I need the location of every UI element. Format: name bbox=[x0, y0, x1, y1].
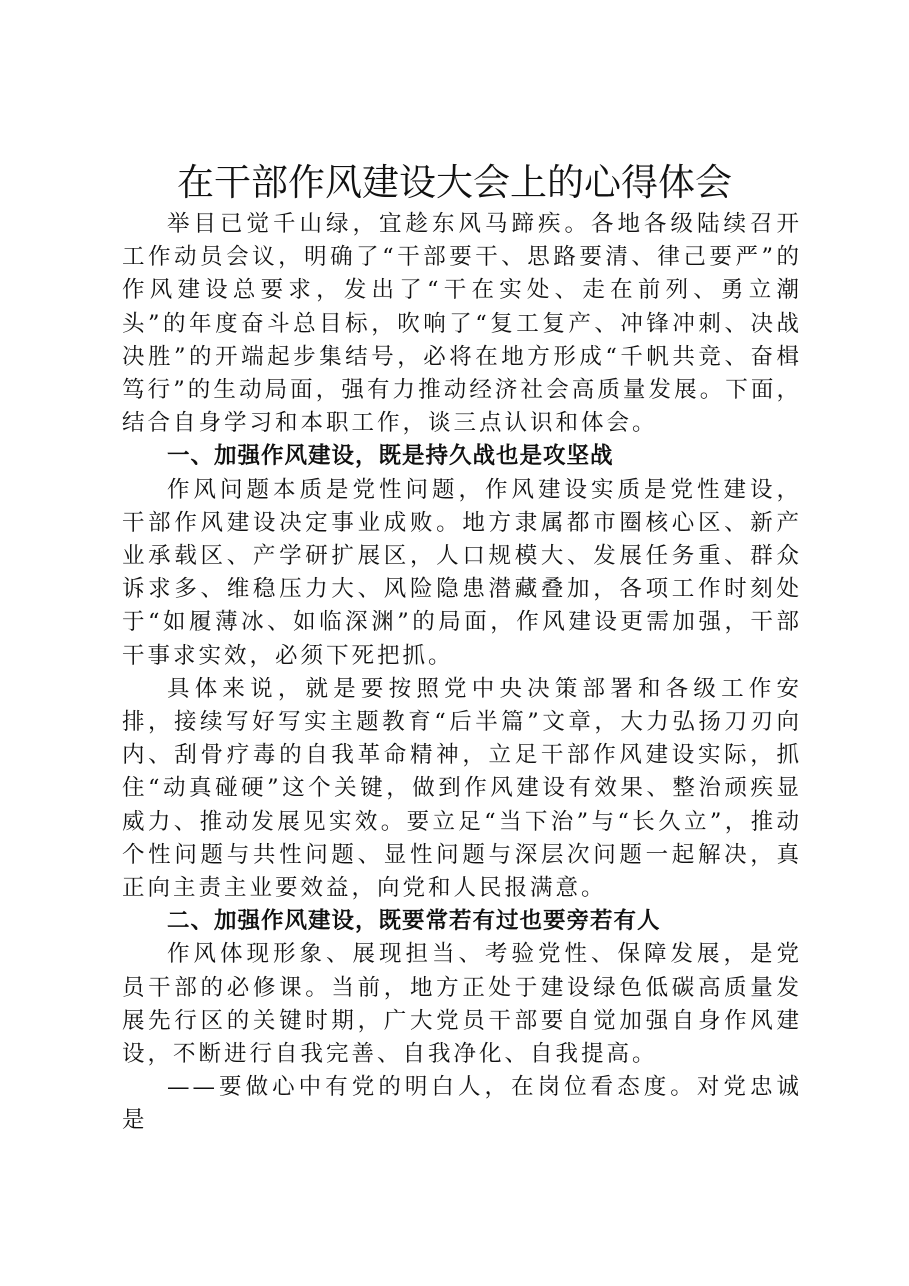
document-title: 在干部作风建设大会上的心得体会 bbox=[177, 161, 732, 204]
document-body bbox=[122, 208, 802, 1138]
section-1-paragraph-2: 具体来说，就是要按照党中央决策部署和各级工作安排，接续写好写实主题教育“后半篇”文章，大力弘扬刀刃向内、刮骨疗毒的自我革命精神，立足干部作风建设实际，抓住“动真碰硬”这个关键，做到作风建设有效果、整治顽疾显威力、推动发展见实效。要立足“当下治”与“长久立”，推动个性问题与共性问题、显性问题与深层次问题一起解决，真正向主责主业要效益，向党和人民报满意。 bbox=[122, 675, 802, 902]
section-heading-2: 二、加强作风建设，既要常若有过也要旁若有人 bbox=[167, 908, 661, 935]
intro-paragraph: 举目已觉千山绿，宜趁东风马蹄疾。各地各级陆续召开工作动员会议，明确了“干部要干、思路要清、律己要严”的作风建设总要求，发出了“干在实处、走在前列、勇立潮头”的年度奋斗总目标，吹响了“复工复产、冲锋冲刺、决战决胜”的开端起步集结号，必将在地方形成“千帆共竞、奋楫笃行”的生动局面，强有力推动经济社会高质量发展。下面，结合自身学习和本职工作，谈三点认识和体会。 bbox=[122, 211, 802, 437]
section-1-paragraph-1: 作风问题本质是党性问题，作风建设实质是党性建设，干部作风建设决定事业成败。地方隶属都市圈核心区、新产业承载区、产学研扩展区，人口规模大、发展任务重、群众诉求多、维稳压力大、风险隐患潜藏叠加，各项工作时刻处于“如履薄冰、如临深渊”的局面，作风建设更需加强，干部干事求实效，必须下死把抓。 bbox=[122, 476, 802, 669]
section-heading-1: 一、加强作风建设，既是持久战也是攻坚战 bbox=[167, 443, 614, 470]
section-2-paragraph-2: ——要做心中有党的明白人，在岗位看态度。对党忠诚是 bbox=[122, 1074, 802, 1134]
section-2-paragraph-1: 作风体现形象、展现担当、考验党性、保障发展，是党员干部的必修课。当前，地方正处于建设绿色低碳高质量发展先行区的关键时期，广大党员干部要自觉加强自身作风建设，不断进行自我完善、自我净化、自我提高。 bbox=[122, 941, 802, 1068]
